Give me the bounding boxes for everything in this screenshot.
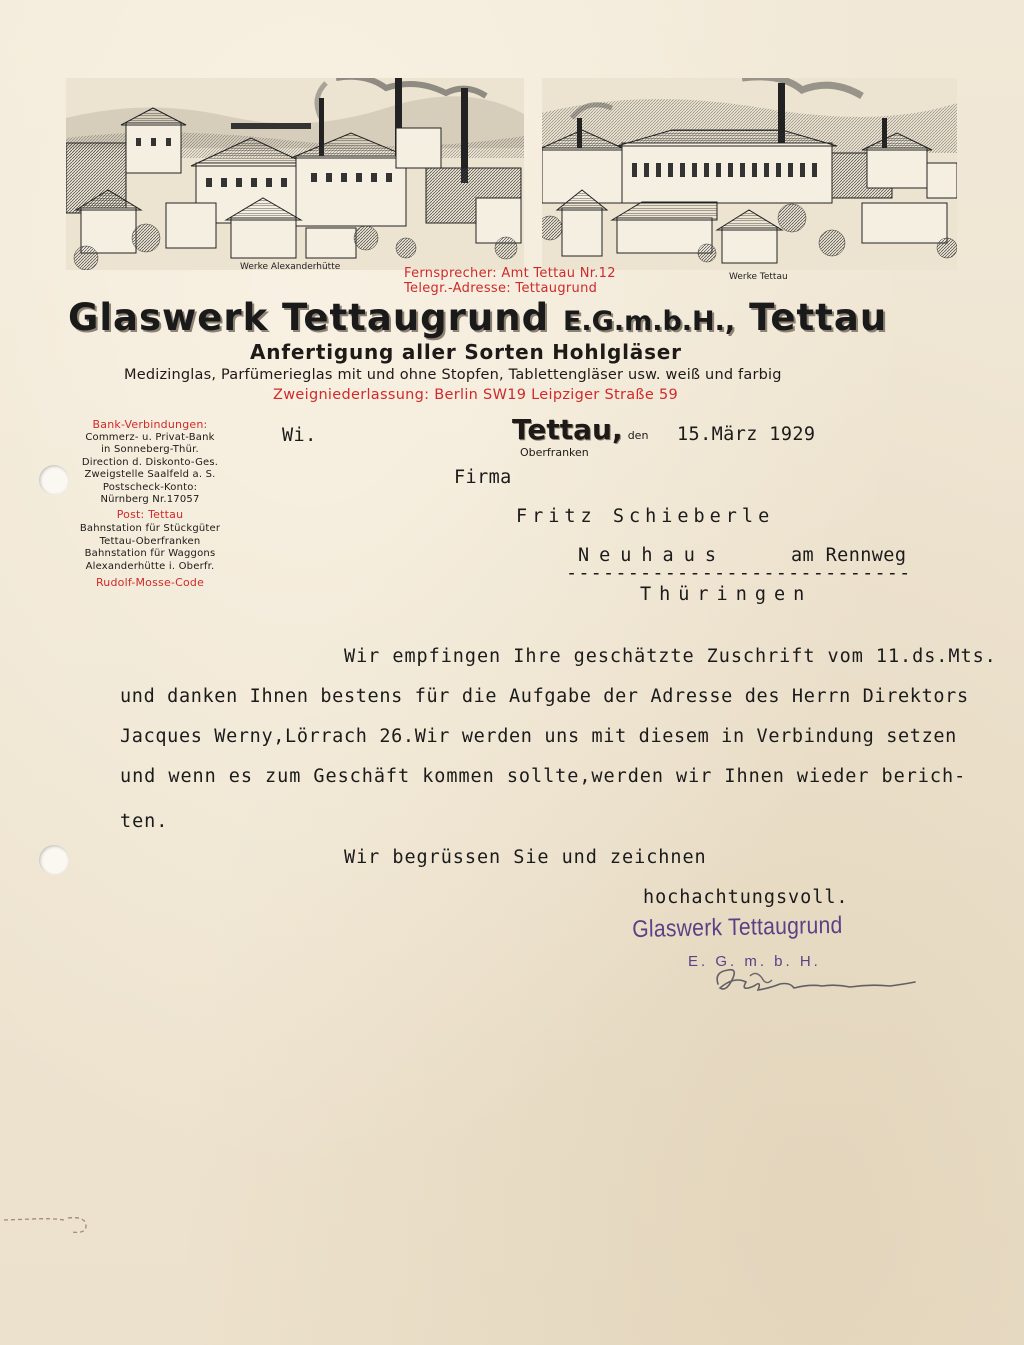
rail-line: Alexanderhütte i. Oberfr. xyxy=(85,560,215,572)
bank-line: Zweigstelle Saalfeld a. S. xyxy=(84,469,216,480)
contact-block xyxy=(404,266,616,296)
caption-tettau: Werke Tettau xyxy=(729,272,788,282)
bank-line: Direction d. Diskonto-Ges. xyxy=(81,456,219,468)
post-heading: Post: Tettau xyxy=(116,507,184,521)
company-subtitle: Anfertigung aller Sorten Hohlgläser xyxy=(250,340,682,364)
caption-alexanderhuette: Werke Alexanderhütte xyxy=(240,262,341,272)
body-line: Jacques Werny,Lörrach 26.Wir werden uns mit diesem in Verbindung setzen xyxy=(120,726,957,747)
body-line: Wir empfingen Ihre geschätzte Zuschrift vom 11.ds.Mts. xyxy=(344,646,997,667)
recipient-town: Neuhaus xyxy=(578,545,726,566)
rail-line: Bahnstation für Stückgüter xyxy=(79,523,221,534)
rail-line: Bahnstation für Waggons xyxy=(84,548,216,559)
company-name xyxy=(68,296,968,339)
engraving-alexanderhuette xyxy=(66,78,524,270)
reference-mark: Wi. xyxy=(282,425,317,446)
rail-line: Tettau-Oberfranken xyxy=(99,535,201,547)
recipient-name: Fritz Schieberle xyxy=(516,506,775,527)
company-legal-form: E.G.m.b.H., xyxy=(562,306,736,337)
engraving-tettau xyxy=(542,78,957,270)
handwritten-signature xyxy=(710,962,925,1002)
company-stamp-name: Glaswerk Tettaugrund xyxy=(632,911,843,943)
bank-heading: Bank-Verbindungen: xyxy=(92,418,208,431)
company-stamp-form: E. G. m. b. H. xyxy=(688,953,821,970)
pencil-mark xyxy=(2,1210,92,1240)
phone-number: Fernsprecher: Amt Tettau Nr.12 xyxy=(404,266,616,281)
recipient-underline: ---------------------------- xyxy=(566,563,912,584)
punch-hole-bottom xyxy=(39,845,69,875)
body-line: und danken Ihnen bestens für die Aufgabe der Adresse des Herrn Direktors xyxy=(120,686,969,707)
greeting: Wir begrüssen Sie und zeichnen xyxy=(344,847,707,868)
body-line: ten. xyxy=(120,811,169,832)
branch-office: Zweigniederlassung: Berlin SW19 Leipziger Straße 59 xyxy=(273,387,679,403)
sidebar-details xyxy=(60,419,240,590)
recipient-region: Thüringen xyxy=(640,584,813,605)
telegram-address: Telegr.-Adresse: Tettaugrund xyxy=(404,281,598,296)
recipient-firm: Firma xyxy=(454,467,512,488)
product-list: Medizinglas, Parfümerieglas mit und ohne Stopfen, Tablettengläser usw. weiß und farbig xyxy=(124,367,782,383)
bank-line: Nürnberg Nr.17057 xyxy=(100,494,200,505)
bank-line: in Sonneberg-Thür. xyxy=(101,444,199,455)
company-name-main: Glaswerk Tettaugrund xyxy=(68,296,550,339)
bank-line: Postscheck-Konto: xyxy=(102,481,198,493)
place-den: den xyxy=(627,429,649,442)
closing: hochachtungsvoll. xyxy=(643,887,849,908)
telegraph-code: Rudolf-Mosse-Code xyxy=(95,576,205,589)
place-line xyxy=(512,413,648,446)
recipient-town-suffix: am Rennweg xyxy=(791,545,907,566)
bank-line: Commerz- u. Privat-Bank xyxy=(85,431,215,443)
company-place: Tettau xyxy=(749,296,888,339)
letter-date: 15.März 1929 xyxy=(677,424,816,445)
place-name: Tettau, xyxy=(512,413,623,446)
place-region: Oberfranken xyxy=(520,446,589,459)
body-line: und wenn es zum Geschäft kommen sollte,werden wir Ihnen wieder berich- xyxy=(120,766,967,787)
